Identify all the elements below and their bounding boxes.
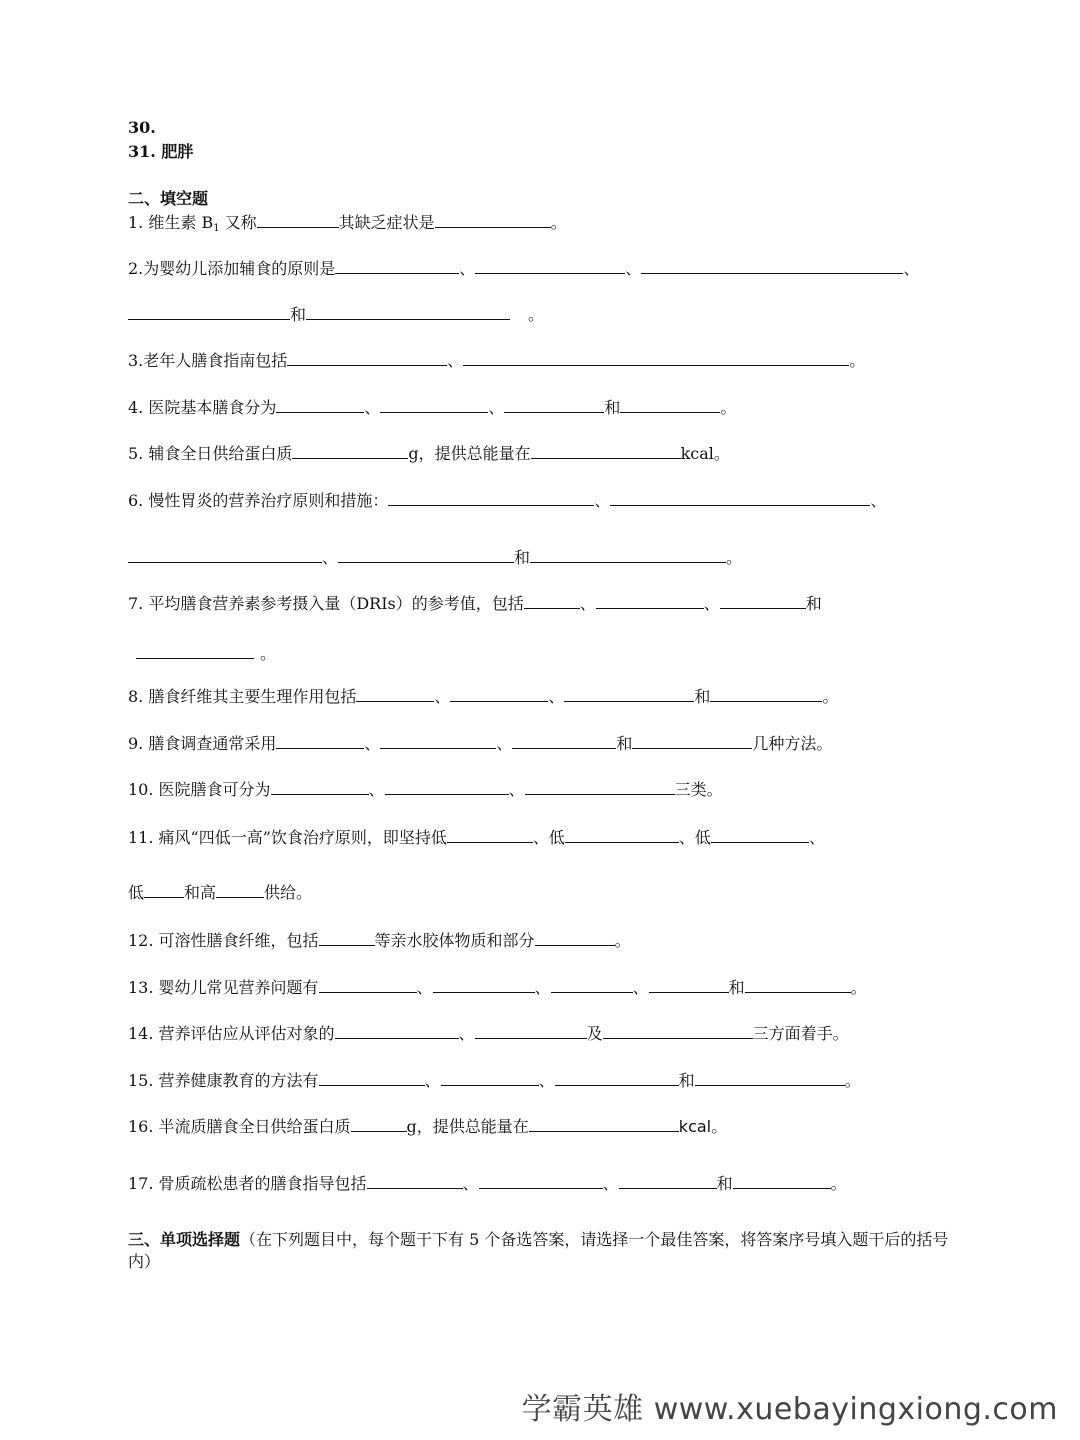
- separator: 、: [416, 978, 433, 997]
- question-8: [128, 686, 838, 708]
- answer-blank[interactable]: [475, 1024, 587, 1039]
- question-2: [128, 258, 919, 280]
- question-12: [128, 930, 631, 952]
- question-10: [128, 779, 723, 801]
- answer-blank[interactable]: [695, 1071, 845, 1086]
- answer-blank[interactable]: [144, 883, 184, 898]
- answer-blank[interactable]: [531, 444, 681, 459]
- question-4: [128, 397, 736, 419]
- answer-blank[interactable]: [128, 548, 322, 563]
- answer-blank[interactable]: [619, 1174, 717, 1189]
- answer-blank[interactable]: [610, 491, 870, 506]
- answer-blank[interactable]: [319, 978, 417, 993]
- q10-text: 10. 医院膳食可分为: [128, 780, 271, 799]
- answer-blank[interactable]: [632, 734, 752, 749]
- separator: 、: [459, 259, 476, 278]
- answer-blank[interactable]: [319, 1071, 425, 1086]
- answer-blank[interactable]: [564, 687, 694, 702]
- q10-end: 三类。: [674, 780, 723, 799]
- separator: 、: [447, 351, 464, 370]
- answer-blank[interactable]: [512, 734, 616, 749]
- question-5: [128, 443, 730, 465]
- separator: 、: [488, 398, 505, 417]
- question-11: [128, 827, 825, 849]
- answer-blank[interactable]: [529, 1117, 679, 1132]
- conjunction: 和: [716, 1174, 733, 1193]
- answer-blank[interactable]: [733, 1174, 831, 1189]
- q3-text: 3.老年人膳食指南包括: [128, 351, 288, 370]
- question-15: [128, 1070, 861, 1092]
- answer-blank[interactable]: [292, 444, 408, 459]
- answer-blank[interactable]: [555, 1071, 679, 1086]
- question-17: [128, 1173, 847, 1195]
- answer-blank[interactable]: [338, 548, 514, 563]
- question-6-cont: [128, 547, 742, 569]
- question-7: [128, 593, 822, 615]
- question-11-cont: [128, 882, 312, 904]
- q16-text: 16. 半流质膳食全日供给蛋白质: [128, 1117, 351, 1136]
- answer-blank[interactable]: [525, 780, 675, 795]
- answer-blank[interactable]: [276, 734, 364, 749]
- separator: 、低: [678, 828, 711, 847]
- answer-blank[interactable]: [745, 978, 851, 993]
- answer-blank[interactable]: [603, 1024, 753, 1039]
- answer-blank[interactable]: [435, 213, 551, 228]
- answer-blank[interactable]: [450, 687, 548, 702]
- answer-blank[interactable]: [257, 213, 339, 228]
- answer-blank[interactable]: [535, 931, 615, 946]
- separator: 、: [870, 491, 887, 510]
- question-13: [128, 977, 867, 999]
- q5-end: kcal。: [680, 444, 730, 463]
- q8-text: 8. 膳食纤维其主要生理作用包括: [128, 687, 357, 706]
- q4-text: 4. 医院基本膳食分为: [128, 398, 277, 417]
- question-14: [128, 1023, 849, 1045]
- answer-blank[interactable]: [367, 1174, 463, 1189]
- q13-text: 13. 婴幼儿常见营养问题有: [128, 978, 319, 997]
- q9-text: 9. 膳食调查通常采用: [128, 734, 277, 753]
- answer-blank[interactable]: [441, 1071, 539, 1086]
- q17-end: 。: [830, 1174, 847, 1193]
- answer-blank[interactable]: [641, 259, 903, 274]
- separator: 、: [602, 1174, 619, 1193]
- q14-text: 14. 营养评估应从评估对象的: [128, 1024, 335, 1043]
- question-2-cont: [128, 304, 544, 326]
- question-3: [128, 350, 865, 372]
- separator: 、: [508, 780, 525, 799]
- item-30: 30.: [128, 118, 156, 137]
- answer-blank[interactable]: [216, 883, 264, 898]
- question-16: [128, 1116, 727, 1138]
- q2-end: 。: [528, 305, 545, 324]
- section-3-heading: 三、单项选择题: [128, 1230, 241, 1249]
- separator: 、: [594, 491, 611, 510]
- answer-blank[interactable]: [335, 259, 459, 274]
- watermark: 学霸英雄 www.xuebayingxiong.com: [521, 1392, 1058, 1427]
- q12-text-b: 等亲水胶体物质和部分: [374, 931, 535, 950]
- answer-blank[interactable]: [351, 1117, 407, 1132]
- answer-blank[interactable]: [649, 978, 729, 993]
- q1-text-b: 又称: [219, 213, 257, 232]
- q1-subscript: 1: [213, 223, 220, 234]
- q1-end: 。: [550, 213, 567, 232]
- answer-blank[interactable]: [551, 978, 633, 993]
- q11-end: 供给。: [264, 883, 313, 902]
- answer-blank[interactable]: [479, 1174, 603, 1189]
- separator: 、: [703, 594, 720, 613]
- separator: 、: [364, 734, 381, 753]
- q5-text-b: g，提供总能量在: [408, 444, 531, 463]
- q11-text-c: 低: [128, 883, 145, 902]
- separator: 、: [548, 687, 565, 706]
- question-7-cont: [136, 643, 276, 665]
- conjunction: 及: [586, 1024, 603, 1043]
- q17-text: 17. 骨质疏松患者的膳食指导包括: [128, 1174, 367, 1193]
- answer-blank[interactable]: [711, 828, 809, 843]
- q11-text-d: 和高: [184, 883, 217, 902]
- answer-blank[interactable]: [306, 305, 510, 320]
- answer-blank[interactable]: [565, 828, 679, 843]
- q12-end: 。: [614, 931, 631, 950]
- answer-blank[interactable]: [463, 351, 849, 366]
- conjunction: 和: [616, 734, 633, 753]
- separator: 、: [424, 1071, 441, 1090]
- separator: 、低: [532, 828, 565, 847]
- q4-end: 。: [720, 398, 737, 417]
- answer-blank[interactable]: [380, 734, 496, 749]
- separator: 、: [534, 978, 551, 997]
- q12-text: 12. 可溶性膳食纤维，包括: [128, 931, 319, 950]
- conjunction: 和: [290, 305, 307, 324]
- conjunction: 和: [604, 398, 621, 417]
- q1-text-a: 1. 维生素 B: [128, 213, 214, 232]
- q3-end: 。: [849, 351, 866, 370]
- separator: 、: [903, 259, 920, 278]
- separator: 、: [434, 687, 451, 706]
- answer-blank[interactable]: [128, 305, 290, 320]
- separator: 、: [579, 594, 596, 613]
- answer-blank[interactable]: [388, 491, 594, 506]
- q7-text: 7. 平均膳食营养素参考摄入量（DRIs）的参考值，包括: [128, 594, 524, 613]
- answer-blank[interactable]: [447, 828, 533, 843]
- separator: 、: [808, 828, 825, 847]
- conjunction: 和: [728, 978, 745, 997]
- q15-end: 。: [844, 1071, 861, 1090]
- q7-end: 。: [260, 644, 277, 663]
- separator: 、: [538, 1071, 555, 1090]
- answer-blank[interactable]: [276, 398, 364, 413]
- conjunction: 和: [805, 594, 822, 613]
- q5-text: 5. 辅食全日供给蛋白质: [128, 444, 293, 463]
- separator: 、: [368, 780, 385, 799]
- question-1: [128, 212, 567, 240]
- q9-end: 几种方法。: [752, 734, 833, 753]
- answer-blank[interactable]: [356, 687, 434, 702]
- section-2-heading: 二、填空题: [128, 189, 209, 208]
- answer-blank[interactable]: [475, 259, 625, 274]
- q11-text: 11. 痛风“四低一高”饮食治疗原则，即坚持低: [128, 828, 447, 847]
- conjunction: 和: [694, 687, 711, 706]
- separator: 、: [462, 1174, 479, 1193]
- answer-blank[interactable]: [136, 644, 254, 659]
- conjunction: 和: [514, 548, 531, 567]
- question-9: [128, 733, 832, 755]
- separator: 、: [458, 1024, 475, 1043]
- answer-blank[interactable]: [287, 351, 447, 366]
- answer-blank[interactable]: [524, 594, 580, 609]
- separator: 、: [496, 734, 513, 753]
- separator: 、: [625, 259, 642, 278]
- answer-blank[interactable]: [271, 780, 369, 795]
- answer-blank[interactable]: [380, 398, 488, 413]
- answer-blank[interactable]: [710, 687, 822, 702]
- answer-blank[interactable]: [319, 931, 375, 946]
- q14-end: 三方面着手。: [752, 1024, 849, 1043]
- separator: 、: [632, 978, 649, 997]
- q16-end: kcal。: [678, 1117, 728, 1136]
- section-3: [128, 1229, 958, 1273]
- q15-text: 15. 营养健康教育的方法有: [128, 1071, 319, 1090]
- q2-text: 2.为婴幼儿添加辅食的原则是: [128, 259, 336, 278]
- q6-end: 。: [726, 548, 743, 567]
- answer-blank[interactable]: [596, 594, 704, 609]
- item-31: 31. 肥胖: [128, 142, 194, 161]
- question-6: [128, 490, 886, 512]
- answer-blank[interactable]: [504, 398, 604, 413]
- q6-text: 6. 慢性胃炎的营养治疗原则和措施：: [128, 491, 389, 510]
- separator: 、: [364, 398, 381, 417]
- q13-end: 。: [850, 978, 867, 997]
- separator: 、: [322, 548, 339, 567]
- answer-blank[interactable]: [530, 548, 726, 563]
- q1-text-c: 其缺乏症状是: [338, 213, 435, 232]
- section-3-note: （在下列题目中，每个题干下有 5 个备选答案，请选择一个最佳答案，将答案序号填入题干后的括号内）: [128, 1230, 949, 1271]
- answer-blank[interactable]: [433, 978, 535, 993]
- answer-blank[interactable]: [720, 594, 806, 609]
- q8-end: 。: [822, 687, 839, 706]
- q16-text-b: g，提供总能量在: [406, 1117, 529, 1136]
- answer-blank[interactable]: [335, 1024, 459, 1039]
- answer-blank[interactable]: [620, 398, 720, 413]
- answer-blank[interactable]: [385, 780, 509, 795]
- conjunction: 和: [678, 1071, 695, 1090]
